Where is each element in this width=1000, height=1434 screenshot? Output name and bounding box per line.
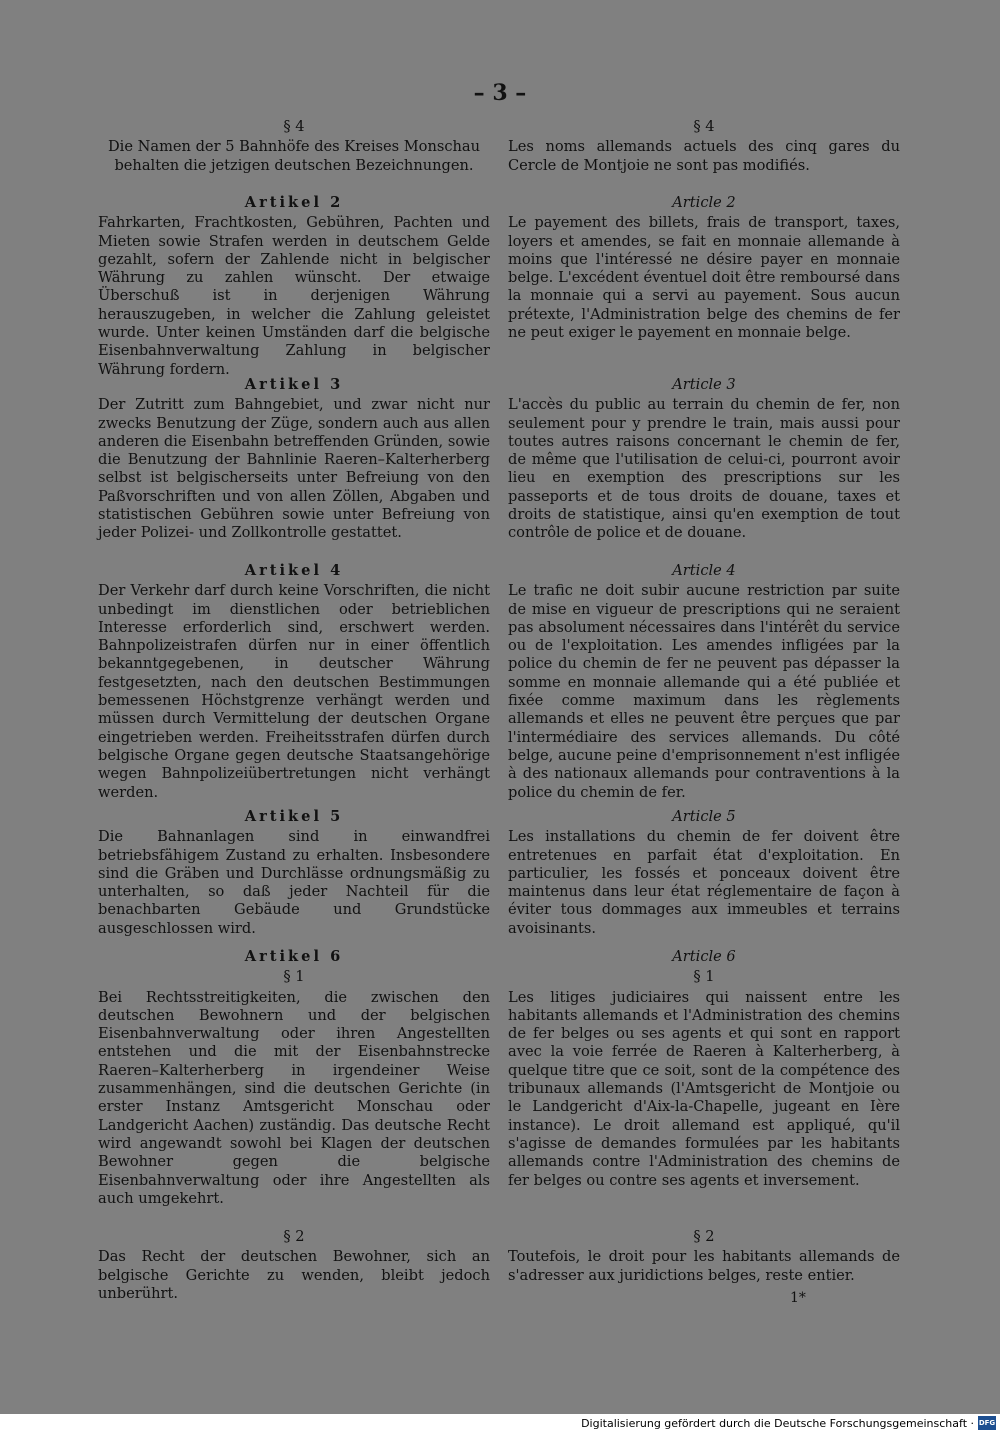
de-section-subheading: § 1 xyxy=(283,968,305,986)
de-section-text: Der Verkehr darf durch keine Vorschriften, die nicht unbedingt im dienstlichen oder betrieblichen Interesse erforderlich sind, erschwert werden. Bahnpolizeistrafen dürfen nur in einer öffentlich bekanntgegebenen, in deutscher Währung festgesetzten, nach den deutschen Bestimmungen bemessenen Höchstgrenze verhängt werden und müssen durch Vermittelung der deutschen Organe eingetrieben werden. Freiheitsstrafen dürfen durch belgische Organe gegen deutsche Staatsangehörige wegen Bahnpolizeiübertretungen nicht verhängt werden. xyxy=(98,582,490,801)
de-section-text: Das Recht der deutschen Bewohner, sich an belgische Gerichte zu wenden, bleibt jedoch unberührt. xyxy=(98,1248,490,1302)
fr-section-heading: § 4 xyxy=(693,118,715,135)
fr-section-heading: Article 2 xyxy=(672,194,736,211)
fr-section-text: Les installations du chemin de fer doivent être entretenues en parfait état d'exploitation. En particulier, les fossés et ponceaux doivent être maintenus dans leur état réglementaire de façon à éviter tous dommages aux immeubles et terrains avoisinants. xyxy=(508,828,900,937)
de-section-article-4 xyxy=(98,562,490,802)
footnote-mark: 1* xyxy=(790,1290,806,1306)
fr-section-text: Le trafic ne doit subir aucune restriction par suite de mise en vigueur de prescriptions qui ne seraient pas absolument nécessaires dans l'intérêt du service ou de l'exploitation. Les amendes infligées par la police du chemin de fer ne peuvent pas dépasser la somme en monnaie allemande qui a été publiée et fixée comme maximum dans les règlements allemands et elles ne peuvent être perçues que par l'intermédiaire des services allemands. Du côté belge, aucune peine d'emprisonnement n'est infligée à des nationaux allemands pour contraventions à la police du chemin de fer. xyxy=(508,582,900,801)
fr-section-article-6 xyxy=(508,948,900,1190)
fr-section-heading: § 2 xyxy=(693,1228,715,1245)
footer-bar xyxy=(0,1414,1000,1434)
de-section-paragraph-2 xyxy=(98,1228,490,1303)
de-section-heading: Artikel 6 xyxy=(244,948,344,965)
de-section-article-3 xyxy=(98,376,490,543)
fr-section-text: Toutefois, le droit pour les habitants allemands de s'adresser aux juridictions belges, reste entier. xyxy=(508,1248,900,1284)
fr-section-text: L'accès du public au terrain du chemin de fer, non seulement pour y prendre le train, mais aussi pour toutes autres raisons concernant le chemin de fer, de même que l'utilisation de celui-ci, pourront avoir lieu en exemption des prescriptions sur les passeports et de tous droits de douane, taxes et droits de statistique, ainsi qu'en exemption de tout contrôle de police et de douane. xyxy=(508,396,900,542)
de-section-article-6 xyxy=(98,948,490,1208)
fr-section-text: Les litiges judiciaires qui naissent entre les habitants allemands et l'Administration des chemins de fer belges ou ses agents et qui sont en rapport avec la voie ferrée de Raeren à Kalterherberg, à quelque titre que ce soit, sont de la compétence des tribunaux allemands (l'Amtsgericht de Montjoie ou le Landgericht d'Aix-la-Chapelle, jugeant en Ière instance). Le droit allemand est appliqué, qu'il s'agisse de demandes formulées par les habitants allemands contre l'Administration des chemins de fer belges ou contre ses agents et inversement. xyxy=(508,988,900,1189)
de-section-text: Der Zutritt zum Bahngebiet, und zwar nicht nur zwecks Benutzung der Züge, sondern auch aus allen anderen die Eisenbahn betreffenden Gründen, sowie die Benutzung der Bahnlinie Raeren–Kalterherberg selbst ist belgischerseits unter Befreiung von den Paßvorschriften und von allen Zöllen, Abgaben und statistischen Gebühren sowie unter Befreiung von jeder Polizei- und Zollkontrolle gestattet. xyxy=(98,396,490,542)
fr-section-article-5 xyxy=(508,808,900,938)
de-section-heading: § 4 xyxy=(283,118,305,135)
fr-section-paragraph-4 xyxy=(508,118,900,175)
fr-section-paragraph-2 xyxy=(508,1228,900,1285)
fr-section-heading: Article 3 xyxy=(672,376,736,393)
footer-credit-text: Digitalisierung gefördert durch die Deutsche Forschungsgemeinschaft · xyxy=(581,1417,974,1430)
fr-section-heading: Article 4 xyxy=(672,562,736,579)
fr-section-article-3 xyxy=(508,376,900,543)
fr-section-text: Le payement des billets, frais de transport, taxes, loyers et amendes, se fait en monnaie allemande à moins que l'intéressé ne désire payer en monnaie belge. L'excédent éventuel doit être remboursé dans la monnaie qui a servi au payement. Sous aucun prétexte, l'Administration belge des chemins de fer ne peut exiger le payement en monnaie belge. xyxy=(508,214,900,342)
de-section-heading: § 2 xyxy=(283,1228,305,1245)
fr-section-subheading: § 1 xyxy=(693,968,715,986)
fr-section-heading: Article 5 xyxy=(672,808,736,825)
de-section-text: Die Namen der 5 Bahnhöfe des Kreises Monschau behalten die jetzigen deutschen Bezeichnungen. xyxy=(107,138,481,174)
fr-section-heading: Article 6 xyxy=(672,948,736,965)
de-section-heading: Artikel 2 xyxy=(244,194,344,211)
de-section-article-2 xyxy=(98,194,490,379)
de-section-text: Bei Rechtsstreitigkeiten, die zwischen den deutschen Bewohnern und der belgischen Eisenbahnverwaltung oder ihren Angestellten entstehen und die mit der Eisenbahnstrecke Raeren–Kalterherberg in irgendeiner Weise zusammenhängen, sind die deutschen Gerichte (in erster Instanz Amtsgericht Monschau oder Landgericht Aachen) zuständig. Das deutsche Recht wird angewandt sowohl bei Klagen der deutschen Bewohner gegen die belgische Eisenbahnverwaltung oder ihre Angestellten als auch umgekehrt. xyxy=(98,988,490,1207)
de-section-heading: Artikel 4 xyxy=(244,562,344,579)
fr-section-article-4 xyxy=(508,562,900,802)
fr-section-text: Les noms allemands actuels des cinq gares du Cercle de Montjoie ne sont pas modifiés. xyxy=(508,138,900,174)
dfg-logo: DFG xyxy=(978,1416,996,1430)
de-section-article-5 xyxy=(98,808,490,938)
de-section-text: Fahrkarten, Frachtkosten, Gebühren, Pachten und Mieten sowie Strafen werden in deutschem Gelde gezahlt, sofern der Zahlende nicht in belgischer Währung zu zahlen wünscht. Der etwaige Überschuß ist in derjenigen Währung herauszugeben, in welcher die Zahlung geleistet wurde. Unter keinen Umständen darf die belgische Eisenbahnverwaltung Zahlung in belgischer Währung fordern. xyxy=(98,214,490,378)
page-number: – 3 – xyxy=(473,80,527,106)
de-section-heading: Artikel 3 xyxy=(244,376,344,393)
fr-section-article-2 xyxy=(508,194,900,342)
de-section-text: Die Bahnanlagen sind in einwandfrei betriebsfähigem Zustand zu erhalten. Insbesondere sind die Gräben und Durchlässe ordnungsmäßig zu unterhalten, so daß jeder Nachteil für die benachbarten Gebäude und Grundstücke ausgeschlossen wird. xyxy=(98,828,490,937)
de-section-paragraph-4 xyxy=(98,118,490,175)
de-section-heading: Artikel 5 xyxy=(244,808,344,825)
